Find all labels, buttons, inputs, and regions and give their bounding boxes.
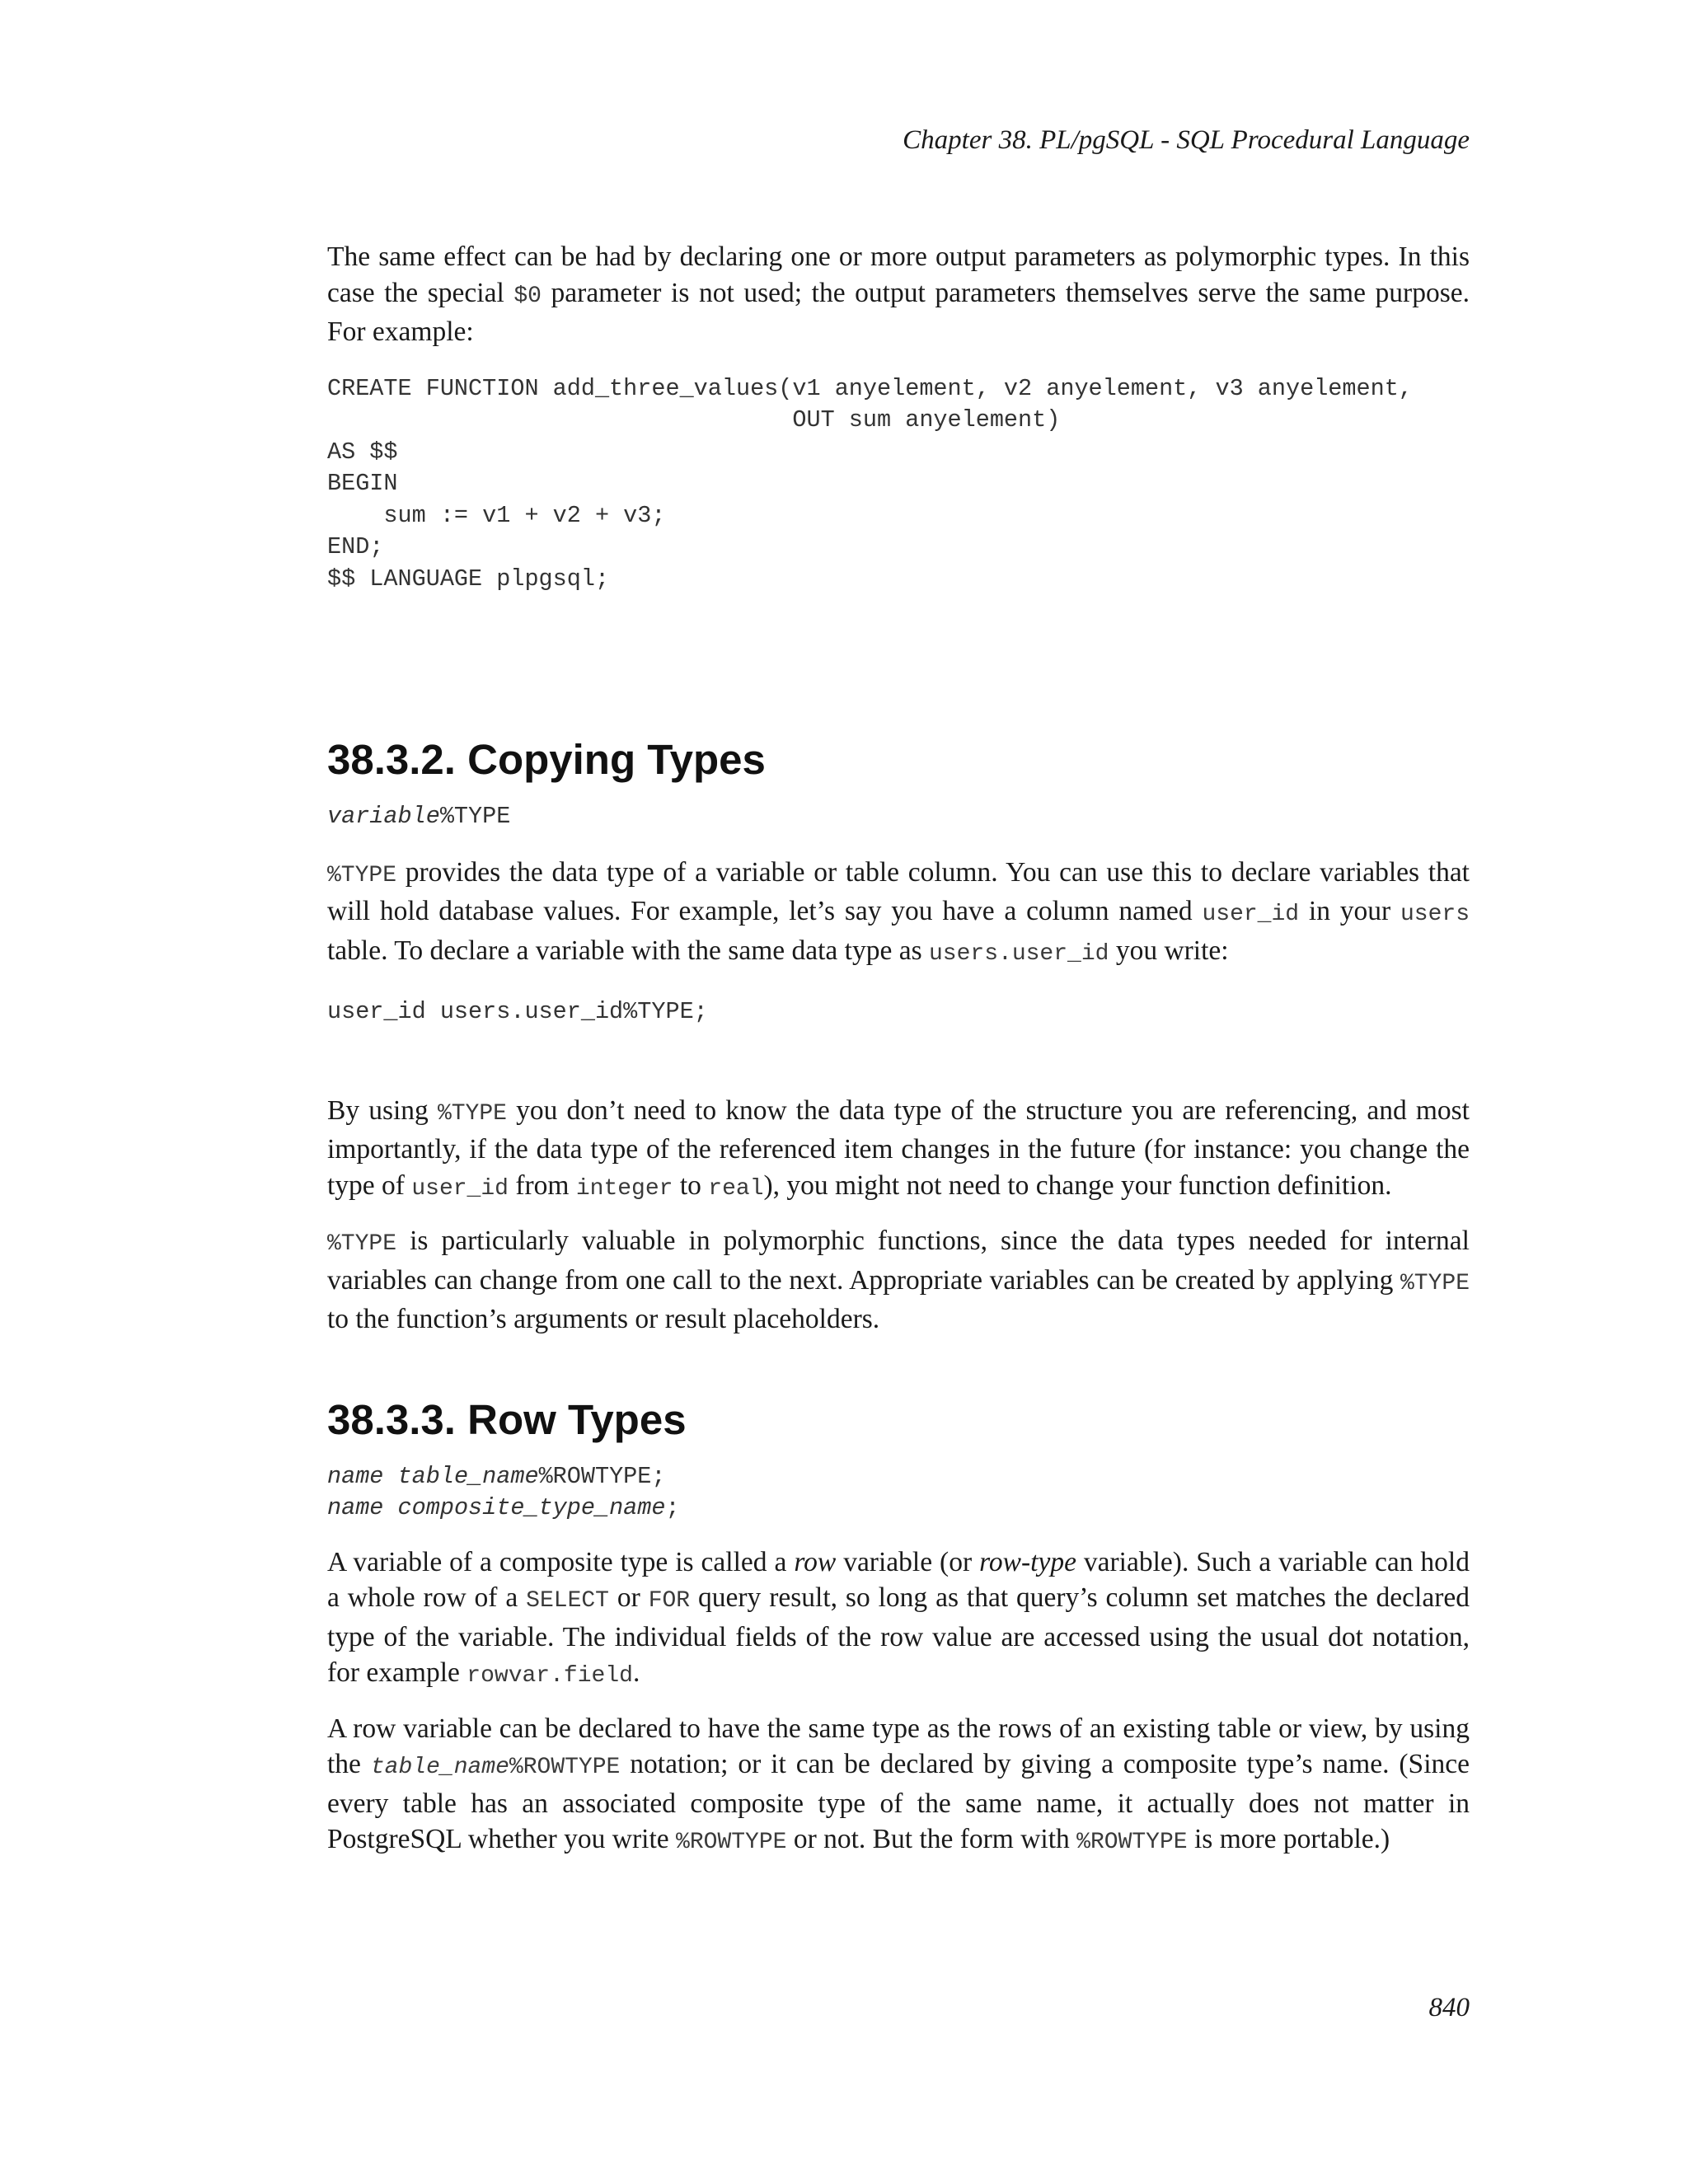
inline-code: %ROWTYPE xyxy=(509,1755,621,1780)
text-run: variable). Such a variable can hold a whole row of a xyxy=(327,1546,1470,1613)
running-header: Chapter 38. PL/pgSQL - SQL Procedural Language xyxy=(903,125,1470,155)
inline-code: FOR xyxy=(648,1588,691,1614)
section-heading-row-types: 38.3.3. Row Types xyxy=(327,1395,687,1443)
text-run: By using xyxy=(327,1094,438,1126)
text-run: or not. But the form with xyxy=(786,1824,1077,1854)
inline-code: real xyxy=(708,1175,764,1202)
text-run: parameter is not used; the output parameters themselves serve the same purpose. For example: xyxy=(327,277,1470,347)
text-run: ), you might not need to change your function definition. xyxy=(763,1169,1392,1201)
inline-code: integer xyxy=(575,1175,673,1202)
emphasis: row xyxy=(794,1546,837,1577)
inline-code: users.user_id xyxy=(929,940,1109,967)
inline-code: %ROWTYPE xyxy=(676,1830,787,1855)
inline-code: %TYPE xyxy=(1400,1270,1470,1296)
inline-code-italic: table_name xyxy=(370,1755,509,1780)
text-run: from xyxy=(508,1169,576,1201)
inline-code: rowvar.field xyxy=(467,1663,633,1689)
synopsis-suffix: %ROWTYPE; xyxy=(538,1462,666,1490)
text-run: you write: xyxy=(1109,935,1229,966)
text-run: A row variable can be declared to have the same type as the rows of an existing table or view, by using the xyxy=(327,1713,1470,1779)
copying-paragraph-2 xyxy=(327,1093,1470,1207)
intro-paragraph xyxy=(327,239,1470,350)
code-block-add-three-values: CREATE FUNCTION add_three_values(v1 anyelement, v2 anyelement, v3 anyelement, OUT sum anyelement) AS $$ BEGIN sum := v1 + v2 + v3; END; $$ LANGUAGE plpgsql; xyxy=(327,374,1413,593)
page-number: 840 xyxy=(1428,1993,1470,2022)
text-run: is particularly valuable in polymorphic functions, since the data types needed for internal variables can change from one call to the next. Appropriate variables can be created by applying xyxy=(327,1226,1470,1296)
inline-code: %TYPE xyxy=(327,1231,397,1257)
synopsis-composite-type-name: composite_type_name xyxy=(397,1494,666,1521)
synopsis-name: name xyxy=(327,1494,384,1521)
inline-code: users xyxy=(1400,902,1470,927)
synopsis-suffix: ; xyxy=(665,1494,680,1521)
copying-paragraph-3 xyxy=(327,1223,1470,1338)
synopsis-composite xyxy=(327,1493,1470,1525)
inline-code: user_id xyxy=(411,1175,509,1202)
text-run: variable (or xyxy=(836,1546,980,1577)
row-paragraph-1 xyxy=(327,1544,1470,1694)
copying-paragraph-1 xyxy=(327,855,1470,972)
inline-code: SELECT xyxy=(526,1588,609,1614)
page-content xyxy=(327,239,1470,1877)
inline-code: $0 xyxy=(513,283,542,309)
text-run: table. To declare a variable with the same data type as xyxy=(327,935,929,966)
synopsis-type xyxy=(327,801,1470,833)
text-run: query result, so long as that query’s column set matches the declared type of the variable. The individual fields of the row value are accessed using the usual dot notation, for example xyxy=(327,1582,1470,1688)
text-run: to the function’s arguments or result placeholders. xyxy=(327,1304,880,1334)
text-run: The same effect can be had by declaring one or more output parameters as polymorphic types. In this case the special xyxy=(327,241,1470,308)
section-heading-copying-types: 38.3.2. Copying Types xyxy=(327,736,766,783)
text-run: provides the data type of a variable or table column. You can use this to declare variables that will hold database values. For example, let’s say you have a column named xyxy=(327,856,1470,926)
code-block-type-declaration: user_id users.user_id%TYPE; xyxy=(327,998,708,1025)
text-run: or xyxy=(608,1582,649,1613)
synopsis-variable: variable xyxy=(327,803,440,830)
inline-code: user_id xyxy=(1202,902,1300,927)
synopsis-name: name xyxy=(327,1462,384,1490)
row-paragraph-2 xyxy=(327,1711,1470,1861)
text-run: you don’t need to know the data type of the structure you are referencing, and most importantly, if the data type of the referenced item changes in the future (for instance: you change the type of xyxy=(327,1094,1470,1201)
text-run: to xyxy=(673,1169,709,1201)
synopsis-table-name: table_name xyxy=(397,1462,539,1490)
synopsis-suffix: %TYPE xyxy=(439,803,511,830)
inline-code: %TYPE xyxy=(327,862,397,888)
text-run: in your xyxy=(1299,896,1400,926)
text-run: is more portable.) xyxy=(1187,1824,1390,1854)
emphasis: row-type xyxy=(979,1546,1076,1577)
synopsis-rowtype xyxy=(327,1461,1470,1493)
text-run: . xyxy=(632,1657,640,1688)
inline-code: %ROWTYPE xyxy=(1076,1830,1188,1855)
text-run: notation; or it can be declared by giving a composite type’s name. (Since every table has an associated composite type of the same name, it actually does not matter in PostgreSQL whether you write xyxy=(327,1749,1470,1854)
text-run: A variable of a composite type is called a xyxy=(327,1546,795,1577)
inline-code: %TYPE xyxy=(437,1100,507,1127)
